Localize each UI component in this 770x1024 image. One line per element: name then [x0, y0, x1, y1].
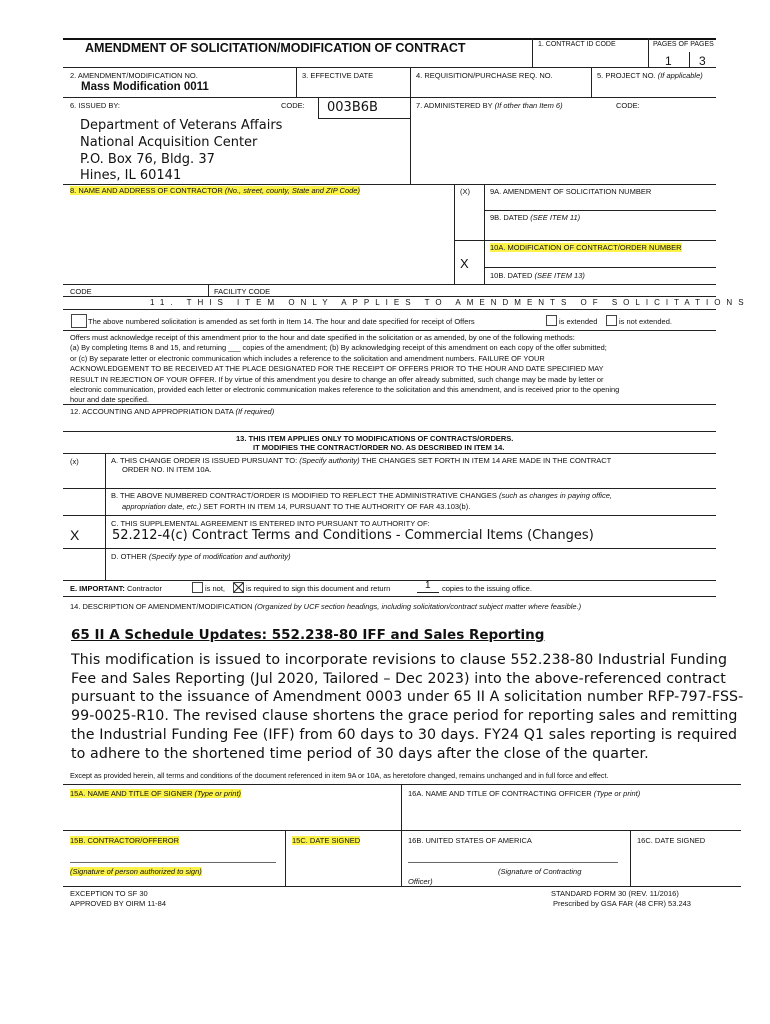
- issuer-line-3: P.O. Box 76, Bldg. 37: [80, 152, 215, 167]
- item-11-para-5: RESULT IN REJECTION OF YOUR OFFER. If by virtue of this amendment you desire to change an offer already submitted, such change may be made by letter or: [70, 374, 604, 384]
- project-label-text: 5. PROJECT NO.: [597, 71, 658, 80]
- footer-right-2: Prescribed by GSA FAR (48 CFR) 53.243: [553, 899, 691, 908]
- item-11-para-1: Offers must acknowledge receipt of this amendment prior to the hour and date specified in the solicitation or as amended, by one of the following methods:: [70, 333, 575, 342]
- item-11-line: The above numbered solicitation is amended as set forth in Item 14. The hour and date specified for receipt of Offers: [88, 317, 475, 326]
- item-13-x-label: (x): [70, 457, 79, 466]
- item-9b-text: 9B. DATED: [490, 213, 531, 222]
- project-label-note: (If applicable): [657, 71, 703, 80]
- item-11-para-3: or (c) By separate letter or electronic communication which includes a reference to the solicitation and amendment numbers. FAILURE OF YOUR: [70, 353, 545, 363]
- contractor-label-note: (No., street, county, State and ZIP Code): [224, 186, 360, 195]
- item-16b-signature-caption-2: Officer): [408, 877, 433, 886]
- effective-date-label: 3. EFFECTIVE DATE: [302, 71, 374, 80]
- issuer-line-4: Hines, IL 60141: [80, 168, 182, 183]
- item-16b-signature-caption-1: (Signature of Contracting: [498, 867, 582, 876]
- item-13a-line-2: ORDER NO. IN ITEM 10A.: [122, 465, 212, 474]
- amendment-no-value: Mass Modification 0011: [81, 81, 209, 93]
- item-13b-b: (such as changes in paying office,: [498, 491, 612, 500]
- item-13-header-2: IT MODIFIES THE CONTRACT/ORDER NO. AS DESCRIBED IN ITEM 14.: [253, 443, 505, 452]
- item-16a-label: [408, 789, 640, 798]
- administered-label-text: 7. ADMINISTERED BY: [416, 101, 495, 110]
- item-10b-text: 10B. DATED: [490, 271, 535, 280]
- contractor-label-text: 8. NAME AND ADDRESS OF CONTRACTOR: [70, 186, 225, 195]
- item-13b-line-2: [122, 502, 470, 511]
- item-11-para-6: electronic communication, provided each letter or electronic communication makes reference to the solicitation and this amendment, and is received prior to the opening: [70, 385, 620, 395]
- item-11-para-7: hour and date specified.: [70, 395, 149, 405]
- item-11-para-2: (a) By completing Items 8 and 15, and returning ___ copies of the amendment; (b) By acknowledging receipt of this amendment on each copy of the offer submitted;: [70, 343, 607, 353]
- footer-left-1: EXCEPTION TO SF 30: [70, 889, 148, 898]
- item-16a-note: (Type or print): [593, 789, 641, 798]
- item-13a-a: A. THIS CHANGE ORDER IS ISSUED PURSUANT TO:: [111, 456, 300, 465]
- description-line-4: 99-0025-R10. The revised clause shortens the grace period for reporting sales and remitting: [71, 708, 738, 725]
- item-11-paragraph: [70, 333, 720, 406]
- issuer-line-2: National Acquisition Center: [80, 135, 258, 150]
- item-11-checkbox-blank[interactable]: [71, 314, 87, 328]
- item-e-line: [70, 584, 162, 593]
- administered-label-note: (If other than Item 6): [494, 101, 563, 110]
- item-11-extended: is extended: [559, 317, 598, 326]
- item-11-header: 11. THIS ITEM ONLY APPLIES TO AMENDMENTS OF SOLICITATIONS: [150, 298, 750, 307]
- item-13d-label: [111, 552, 291, 561]
- issued-code-box: [318, 97, 411, 119]
- item-13-header-1: 13. THIS ITEM APPLIES ONLY TO MODIFICATIONS OF CONTRACTS/ORDERS.: [236, 434, 514, 443]
- item-e-important: E. IMPORTANT:: [70, 584, 125, 593]
- description-line-5: the Industrial Funding Fee (IFF) from 60 days to 30 days. FY24 Q1 sales reporting is required: [71, 726, 738, 743]
- item-11-extended-checkbox[interactable]: [546, 315, 557, 326]
- item-13a-b: (Specify authority): [299, 456, 360, 465]
- item-9b-label: [490, 213, 580, 222]
- item-13b-c: appropriation date, etc.): [122, 502, 202, 511]
- item-10a-label: 10A. MODIFICATION OF CONTRACT/ORDER NUMBER: [490, 243, 682, 252]
- item-16a-text: 16A. NAME AND TITLE OF CONTRACTING OFFICER: [408, 789, 594, 798]
- amendment-no-label: 2. AMENDMENT/MODIFICATION NO.: [70, 71, 198, 80]
- item-11-not-extended: is not extended.: [619, 317, 672, 326]
- item-13c-value: 52.212-4(c) Contract Terms and Conditions - Commercial Items (Changes): [112, 528, 594, 543]
- item-e-is-not: is not,: [205, 584, 226, 593]
- item-14-note: (Organized by UCF section headings, including solicitation/contract subject matter where feasible.): [254, 602, 582, 611]
- item-15b-label: 15B. CONTRACTOR/OFFEROR: [70, 836, 180, 845]
- item-13d-a: D. OTHER: [111, 552, 149, 561]
- item-e-is-not-checkbox[interactable]: [192, 582, 203, 593]
- item-16b-label: 16B. UNITED STATES OF AMERICA: [408, 836, 532, 845]
- description-heading: 65 II A Schedule Updates: 552.238-80 IFF and Sales Reporting: [71, 627, 545, 643]
- item-15a-text: 15A. NAME AND TITLE OF SIGNER: [70, 789, 195, 798]
- item-10-mark: X: [460, 256, 469, 271]
- administered-label: [416, 101, 563, 110]
- item-16c-label: 16C. DATE SIGNED: [637, 836, 706, 845]
- description-line-2: Fee and Sales Reporting (Jul 2020, Tailored – Dec 2023) into the above-referenced contract: [71, 670, 726, 687]
- pages-label: PAGES OF PAGES: [653, 41, 714, 48]
- issuer-line-1: Department of Veterans Affairs: [80, 118, 283, 133]
- item-13c-label: C. THIS SUPPLEMENTAL AGREEMENT IS ENTERED INTO PURSUANT TO AUTHORITY OF:: [111, 519, 430, 528]
- contractor-label: [70, 186, 360, 195]
- issued-by-label: 6. ISSUED BY:: [70, 101, 121, 110]
- description-line-3: pursuant to the issuance of Amendment 0003 under 65 II A solicitation number RFP-797-FSS-: [71, 689, 744, 706]
- item-13b-a: B. THE ABOVE NUMBERED CONTRACT/ORDER IS MODIFIED TO REFLECT THE ADMINISTRATIVE CHANGES: [111, 491, 499, 500]
- issued-code-label: CODE:: [281, 101, 305, 110]
- item-10b-note: (SEE ITEM 13): [534, 271, 585, 280]
- footer-left-2: APPROVED BY OIRM 11-84: [70, 899, 167, 908]
- item-13a-line-1: [111, 456, 611, 465]
- item-12-text: 12. ACCOUNTING AND APPROPRIATION DATA: [70, 407, 236, 416]
- item-11-para-4: ACKNOWLEDGEMENT TO BE RECEIVED AT THE PLACE DESIGNATED FOR THE RECEIPT OF OFFERS PRIOR TO THE HOUR AND DATE SPECIFIED MAY: [70, 364, 604, 374]
- item-14-text: 14. DESCRIPTION OF AMENDMENT/MODIFICATION: [70, 602, 255, 611]
- page-total: 3: [699, 54, 706, 68]
- description-body: [71, 651, 744, 763]
- item-10b-label: [490, 271, 585, 280]
- item-15c-label: 15C. DATE SIGNED: [292, 836, 361, 845]
- project-label: [597, 71, 703, 80]
- item-13d-b: (Specify type of modification and authority): [148, 552, 291, 561]
- description-line-1: This modification is issued to incorporate revisions to clause 552.238-80 Industrial Funding: [71, 652, 728, 668]
- code-bottom-label: CODE: [70, 287, 92, 296]
- item-11-not-extended-checkbox[interactable]: [606, 315, 617, 326]
- item-15a-label: [70, 789, 241, 798]
- x-column-label: (X): [460, 187, 470, 196]
- facility-code-label: FACILITY CODE: [214, 287, 271, 296]
- item-e-tail: copies to the issuing office.: [442, 584, 532, 593]
- form-title: AMENDMENT OF SOLICITATION/MODIFICATION OF CONTRACT: [85, 41, 466, 55]
- item-e-is-required: is required to sign this document and return: [246, 584, 391, 593]
- item-15b-signature-caption: (Signature of person authorized to sign): [70, 867, 202, 876]
- item-e-contractor: Contractor: [124, 584, 162, 593]
- administered-code-label: CODE:: [616, 101, 640, 110]
- item-13b-d: SET FORTH IN ITEM 14, PURSUANT TO THE AUTHORITY OF FAR 43.103(b).: [201, 502, 471, 511]
- item-14-label: [70, 602, 581, 611]
- except-line: Except as provided herein, all terms and conditions of the document referenced in item 9A or 10A, as heretofore changed, remains unchanged and in full force and effect.: [70, 771, 609, 780]
- item-13a-c: THE CHANGES SET FORTH IN ITEM 14 ARE MADE IN THE CONTRACT: [359, 456, 612, 465]
- item-13c-mark: X: [70, 527, 80, 543]
- item-9a-label: 9A. AMENDMENT OF SOLICITATION NUMBER: [490, 187, 652, 196]
- requisition-label: 4. REQUISITION/PURCHASE REQ. NO.: [416, 71, 553, 80]
- item-e-copies: 1: [425, 580, 431, 591]
- item-13b-line-1: [111, 491, 612, 500]
- item-15a-note: (Type or print): [194, 789, 242, 798]
- page-current: 1: [665, 54, 672, 68]
- checkbox-x-icon: [234, 583, 243, 592]
- item-12-note: (If required): [235, 407, 275, 416]
- footer-right-1: STANDARD FORM 30 (REV. 11/2016): [551, 889, 679, 898]
- item-9b-note: (SEE ITEM 11): [530, 213, 581, 222]
- contract-id-label: 1. CONTRACT ID CODE: [538, 41, 616, 48]
- item-12-label: [70, 407, 274, 416]
- issued-code-value: 003B6B: [327, 100, 378, 115]
- description-line-6: to adhere to the shortened time period of 30 days after the close of the quarter.: [71, 745, 649, 762]
- item-e-is-required-checkbox[interactable]: [233, 582, 244, 593]
